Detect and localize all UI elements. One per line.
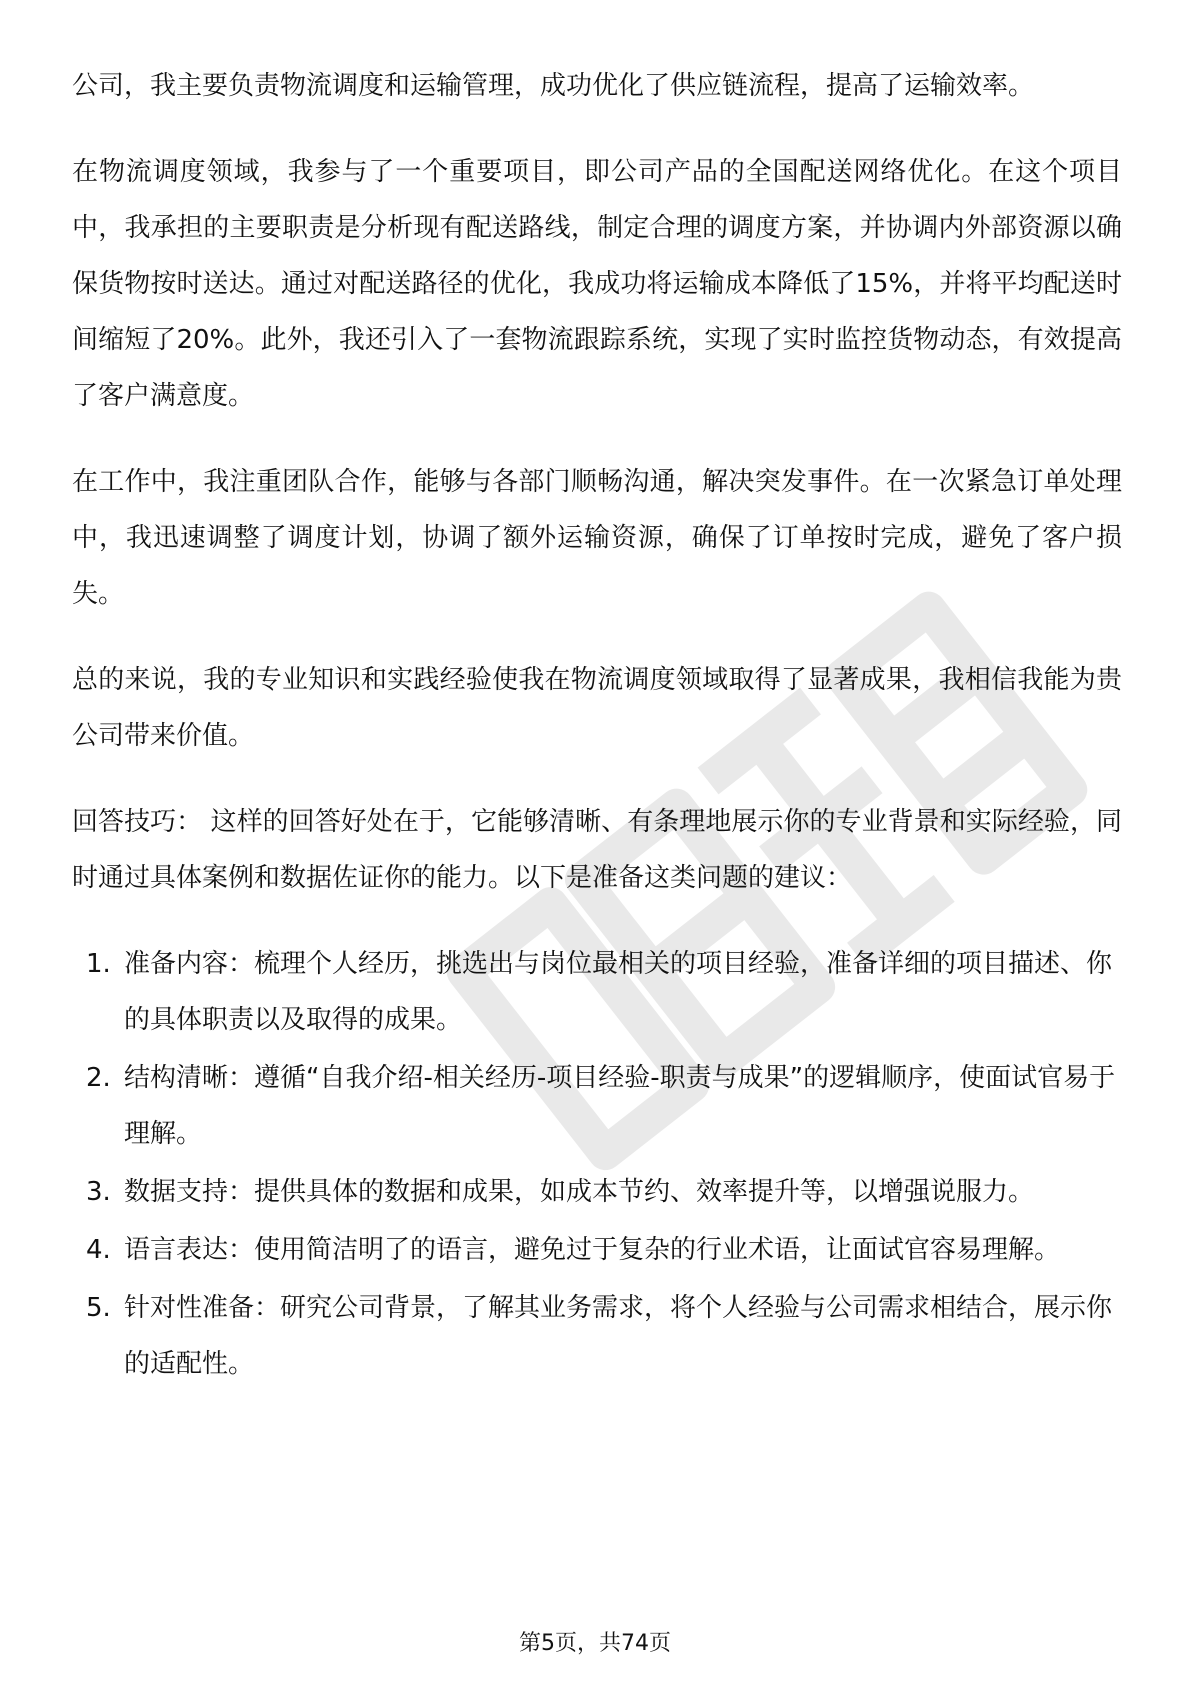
- list-item-text: 针对性准备：研究公司背景，了解其业务需求，将个人经验与公司需求相结合，展示你的适配性。: [124, 1293, 1113, 1379]
- list-item-number: 4.: [86, 1235, 111, 1265]
- list-item-text: 准备内容：梳理个人经历，挑选出与岗位最相关的项目经验，准备详细的项目描述、你的具体职责以及取得的成果。: [124, 949, 1113, 1035]
- list-item-text: 结构清晰：遵循“自我介绍-相关经历-项目经验-职责与成果”的逻辑顺序，使面试官易于理解。: [124, 1063, 1116, 1149]
- list-item: [72, 1050, 1122, 1162]
- list-item-number: 2.: [86, 1063, 111, 1093]
- list-item: [72, 1164, 1122, 1220]
- paragraph-intro: 公司，我主要负责物流调度和运输管理，成功优化了供应链流程，提高了运输效率。: [72, 71, 1035, 101]
- paragraph-tips-intro: 回答技巧： 这样的回答好处在于，它能够清晰、有条理地展示你的专业背景和实际经验，同时通过具体案例和数据佐证你的能力。以下是准备这类问题的建议：: [72, 807, 1122, 893]
- list-item: [72, 1280, 1122, 1392]
- paragraph-summary: 总的来说，我的专业知识和实践经验使我在物流调度领域取得了显著成果，我相信我能为贵公司带来价值。: [72, 665, 1122, 751]
- list-item-number: 5.: [86, 1293, 111, 1323]
- main-content: [72, 58, 1122, 1394]
- page-footer: 第5页，共74页: [519, 1631, 671, 1656]
- paragraph-project: 在物流调度领域，我参与了一个重要项目，即公司产品的全国配送网络优化。在这个项目中，我承担的主要职责是分析现有配送路线，制定合理的调度方案，并协调内外部资源以确保货物按时送达。通过对配送路径的优化，我成功将运输成本降低了15%，并将平均配送时间缩短了20%。此外，我还引入了一套物流跟踪系统，实现了实时监控货物动态，有效提高了客户满意度。: [72, 157, 1122, 411]
- paragraph-teamwork: 在工作中，我注重团队合作，能够与各部门顺畅沟通，解决突发事件。在一次紧急订单处理中，我迅速调整了调度计划，协调了额外运输资源，确保了订单按时完成，避免了客户损失。: [72, 467, 1122, 609]
- list-item-number: 1.: [86, 949, 111, 979]
- list-item-text: 数据支持：提供具体的数据和成果，如成本节约、效率提升等，以增强说服力。: [124, 1177, 1035, 1207]
- tips-list: [72, 936, 1122, 1392]
- list-item-text: 语言表达：使用简洁明了的语言，避免过于复杂的行业术语，让面试官容易理解。: [124, 1235, 1061, 1265]
- list-item-number: 3.: [86, 1177, 111, 1207]
- list-item: [72, 936, 1122, 1048]
- list-item: [72, 1222, 1122, 1278]
